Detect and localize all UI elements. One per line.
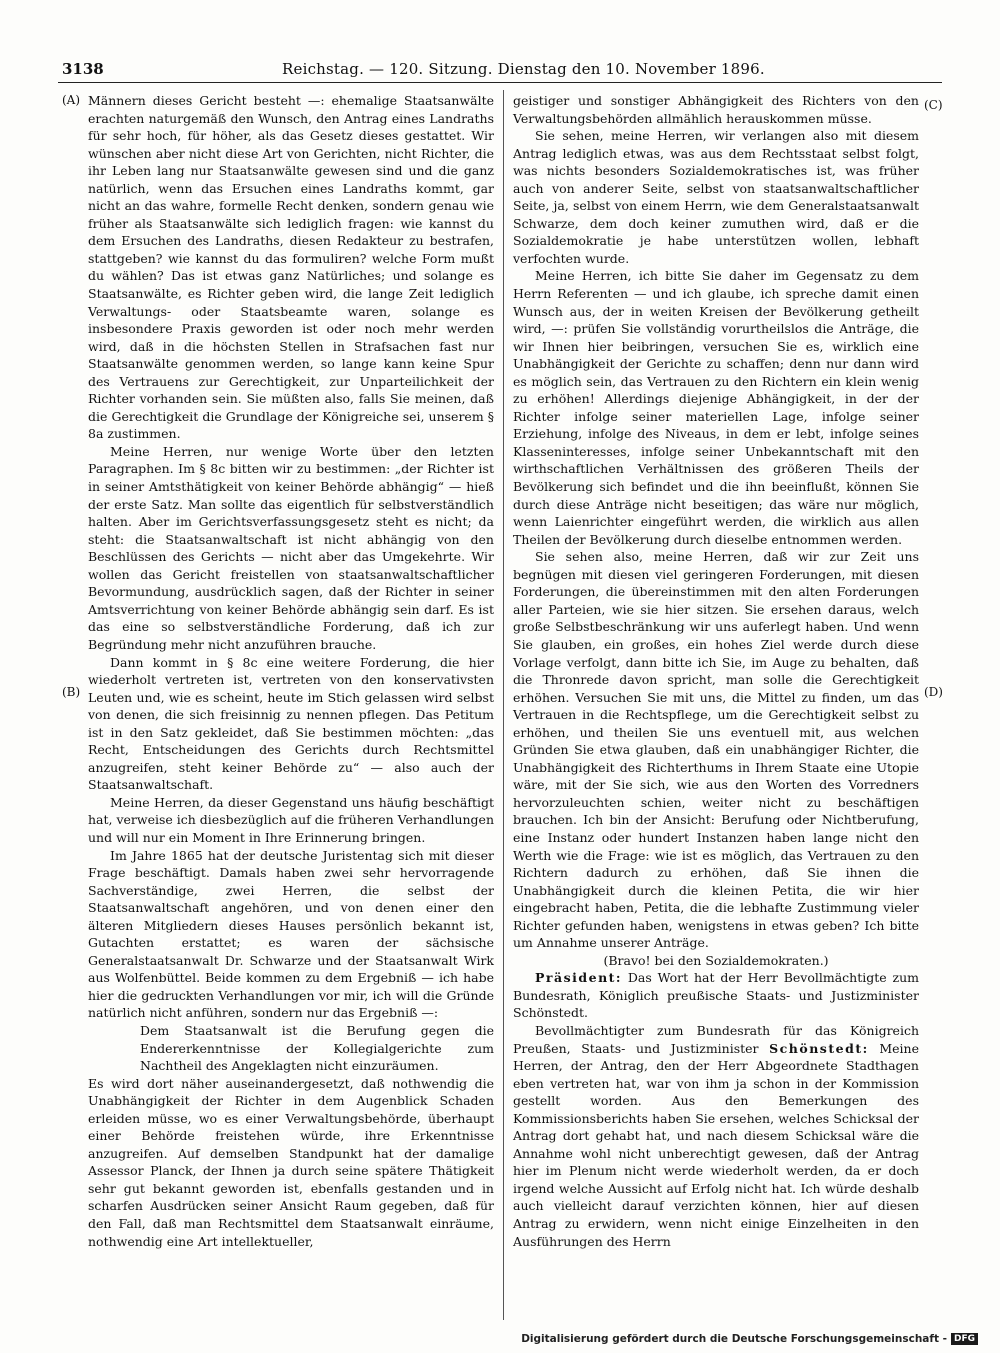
- minister-paragraph: [513, 1022, 919, 1250]
- right-paragraph-4: Sie sehen also, meine Herren, daß wir zur Zeit uns begnügen mit diesen viel geringeren Forderungen, mit diesen Forderungen, die übereinstimmen mit den alten Forderungen aller Parteien, wie sie hier sitzen. Sie ersehen daraus, welch große Selbstbeschränkung wir uns auferlegt haben. Und wenn Sie glauben, ein großes, ein hohes Ziel werde durch diese Vorlage verfolgt, dann bitte ich Sie, im Auge zu behalten, daß die Thronrede davon spricht, man solle die Gerechtigkeit erhöhen. Versuchen Sie mit uns, die Mittel zu finden, um das Vertrauen in die Rechtspflege, um die Gerechtigkeit selbst zu erhöhen, und theilen Sie uns eventuell mit, aus welchen Gründen Sie etwa glauben, daß ein unabhängiger Richter, die Unabhängigkeit des Richterthums in Ihrem Staate eine Utopie wäre, mit der Sie sich, wie aus den Worten des Vorredners hervorzuleuchten schien, weiter nicht zu beschäftigen brauchen. Ich bin der Ansicht: Berufung oder Nichtberufung, eine Instanz oder hundert Instanzen haben lange nicht den Werth wie die Frage: wie ist es möglich, das Vertrauen zu den Richtern dadurch zu erhöhen, daß Sie ihnen die Unabhängigkeit durch die kleinen Petita, die wir hier eingebracht haben, Petita, die die lebhafte Zustimmung vieler Richter gefunden haben, wenigstens in etwas geben? Ich bitte um Annahme unserer Anträge.: [513, 549, 919, 951]
- left-paragraph-3: Dann kommt in § 8c eine weitere Forderung, die hier wiederholt vertreten ist, vertreten von den konservativsten Leuten und, wie es scheint, heute im Stich gelassen wird selbst von denen, die sich freisinnig zu nennen pflegen. Das Petitum ist in den Satz gekleidet, daß Sie bestimmen möchten: „das Recht, Entscheidungen des Gerichts durch Rechtsmittel anzugreifen, steht keiner Behörde zu“ — also auch der Staatsanwaltschaft.: [88, 654, 494, 793]
- right-paragraph-3: Meine Herren, ich bitte Sie daher im Gegensatz zu dem Herrn Referenten — und ich glaube, ich spreche damit einen Wunsch aus, der in weiten Kreisen der Bevölkerung getheilt wird, —: prüfen Sie vollständig vorurtheilslos die Anträge, die wir Ihnen hier beibringen, versuchen Sie es, wirklich eine Unabhängigkeit der Gerichte zu schaffen; denn nur dann wird es möglich sein, das Vertrauen zu den Richtern ein klein wenig zu erhöhen! Allerdings diejenige Abhängigkeit, in der der Richter infolge seiner materiellen Lage, infolge seiner Erziehung, infolge des Niveaus, in dem er lebt, infolge seines Klasseninteresses, infolge seiner Unbekanntschaft mit den wirthschaftlichen Verhältnissen des größeren Theils der Bevölkerung sich befindet und die ihn beeinflußt, können Sie durch diese Anträge nicht beseitigen; das wäre nur möglich, wenn Laienrichter eingeführt werden, die wirklich aus allen Theilen der Bevölkerung durch dieselbe entnommen werden.: [513, 268, 919, 547]
- page-number: 3138: [62, 60, 104, 78]
- header-rule: [58, 82, 942, 83]
- left-paragraph-4: Meine Herren, da dieser Gegenstand uns häufig beschäftigt hat, verweise ich diesbezüglich auf die früheren Verhandlungen und will nur ein Moment in Ihre Erinnerung bringen.: [88, 794, 495, 845]
- minister-text: Meine Herren, der Antrag, den der Herr Abgeordnete Stadthagen eben vertreten hat, war von ihm ja schon in der Kommission gestellt worden. Aus den Bemerkungen des Kommissionsberichts haben Sie ersehen, welches Schicksal der Antrag dort gehabt hat, und nach diesem Schicksal wäre die Annahme wohl nicht unberechtigt gewesen, daß der Antrag hier im Plenum nicht werde wiederholt werden, da er doch irgend welche Aussicht auf Erfolg nicht hat. Ich würde deshalb auch vielleicht darauf verzichten können, hier auf diesen Antrag zu erwidern, wenn nicht einige Einzelheiten in den Ausführungen des Herrn: [513, 1040, 919, 1249]
- applause-note: (Bravo! bei den Sozialdemokraten.): [603, 952, 829, 968]
- margin-marker-c: (C): [924, 98, 943, 112]
- right-paragraph-1: geistiger und sonstiger Abhängigkeit des Richters von den Verwaltungsbehörden allmählich herauskommen müsse.: [513, 93, 919, 126]
- running-head: Reichstag. — 120. Sitzung. Dienstag den 10. November 1896.: [282, 60, 765, 78]
- minister-intro: Bevollmächtigter zum Bundesrath für das Königreich Preußen, Staats- und Justizminister: [513, 1022, 919, 1056]
- left-paragraph-2: Meine Herren, nur wenige Worte über den letzten Paragraphen. Im § 8c bitten wir zu bestimmen: „der Richter ist in seiner Amtsthätigkeit von keiner Behörde abhängig“ — hieß der erste Satz. Man sollte das eigentlich für selbstverständlich halten. Aber im Gerichtsverfassungsgesetz steht es nicht; da steht: die Staatsanwaltschaft ist nicht abhängig von den Beschlüssen des Gerichts — nicht aber das Umgekehrte. Wir wollen das Gericht freistellen von staatsanwaltschaftlicher Bevormundung, ausdrücklich sagen, daß der Richter in seiner Amtsverrichtung von keiner Behörde abhängig sein darf. Es ist das eine so selbstverständliche Forderung, daß ich zur Begründung mehr nicht anzuführen brauche.: [88, 443, 494, 652]
- column-divider: [503, 90, 504, 1320]
- left-column: [88, 92, 494, 1250]
- left-paragraph-6: Es wird dort näher auseinandergesetzt, daß nothwendig die Unabhängigkeit der Richter in dem Augenblick Schaden erleiden müsse, wo es einer Verwaltungsbehörde, überhaupt einer Behörde freistehen würde, ihre Erkenntnisse anzugreifen. Auf demselben Standpunkt hat der damalige Assessor Planck, der Ihnen ja durch seine spätere Thätigkeit sehr gut bekannt geworden ist, ebenfalls gestanden und in scharfen Ausdrücken seiner Ansicht Raum gegeben, daß für den Fall, daß man Rechtsmittel dem Staatsanwalt einräume, nothwendig eine Art intellektueller,: [88, 1075, 494, 1249]
- margin-marker-b: (B): [62, 685, 81, 699]
- digitization-footer: [521, 1333, 978, 1345]
- margin-marker-a: (A): [62, 93, 81, 107]
- left-paragraph-1: Männern dieses Gericht besteht —: ehemalige Staatsanwälte erachten naturgemäß den Wunsch, den Antrag eines Landraths für sehr hoch, für höher, als das Gesetz dieses gestattet. Wir wünschen aber nicht diese Art von Gerichten, nicht Richter, die ihr Leben lang nur Staatsanwälte gewesen sind und die ganz natürlich, wenn das Ersuchen eines Landraths kommt, gar nicht an das wahre, formelle Recht denken, sondern genau wie früher als Staatsanwälte sich lediglich fragen: wie kannst du dem Ersuchen des Landraths, diesen Redakteur zu bestrafen, stattgeben? wie kannst du das formuliren? welche Form mußt du wählen? Das ist etwas ganz Natürliches; und solange es Staatsanwälte, es Richter geben wird, die lange Zeit lediglich Verwaltungs- oder Staatsbeamte waren, solange es insbesondere Praxis geworden ist oder noch mehr werden wird, daß in die höchsten Stellen in Strafsachen fast nur Staatsanwälte genommen werden, so lange kann keine Spur des Vertrauens zur Gerechtigkeit, zur Unparteilichkeit der Richter vorhanden sein. Sie müßten also, falls Sie meinen, daß die Gerechtigkeit die Grundlage der Königreiche sei, unserem § 8a zustimmen.: [88, 93, 494, 442]
- quoted-verdict: Dem Staatsanwalt ist die Berufung gegen die Endererkenntnisse der Kollegialgerichte zum Nachtheil des Angeklagten nicht einzuräumen.: [140, 1022, 494, 1074]
- left-paragraph-5: Im Jahre 1865 hat der deutsche Juristentag sich mit dieser Frage beschäftigt. Damals haben zwei sehr hervorragende Sachverständige, zwei Herren, die selbst der Staatsanwaltschaft angehören, und von denen einer den älteren Mitgliedern dieses Hauses persönlich bekannt ist, Gutachten erstattet; es waren der sächsische Generalstaatsanwalt Dr. Schwarze und der Staatsanwalt Wirk aus Wolfenbüttel. Beide kommen zu dem Ergebniß — ich habe hier die gedruckten Verhandlungen vor mir, ich will die Gründe natürlich nicht anführen, sondern nur das Ergebniß —:: [88, 847, 494, 1021]
- right-column: [513, 92, 919, 1250]
- dfg-logo: DFG: [951, 1333, 978, 1345]
- minister-name: Schönstedt:: [769, 1040, 869, 1056]
- president-paragraph: [513, 969, 919, 1022]
- president-label: Präsident:: [535, 970, 623, 986]
- footer-text: Digitalisierung gefördert durch die Deutsche Forschungsgemeinschaft -: [521, 1333, 947, 1345]
- margin-marker-d: (D): [924, 685, 943, 699]
- president-text: Das Wort hat der Herr Bevollmächtigte zum Bundesrath, Königlich preußische Staats- und Justizminister Schönstedt.: [513, 970, 920, 1021]
- right-paragraph-2: Sie sehen, meine Herren, wir verlangen also mit diesem Antrag lediglich etwas, was aus dem Rechtsstaat selbst folgt, was nichts besonders Sozialdemokratisches ist, was früher auch von anderer Seite, selbst von staatsanwaltschaftlicher Seite, ja, selbst von einem Herrn, wie dem Generalstaatsanwalt Schwarze, dem doch keiner zumuthen wird, daß er die Sozialdemokratie je habe unterstützen wollen, lebhaft verfochten wurde.: [513, 128, 919, 266]
